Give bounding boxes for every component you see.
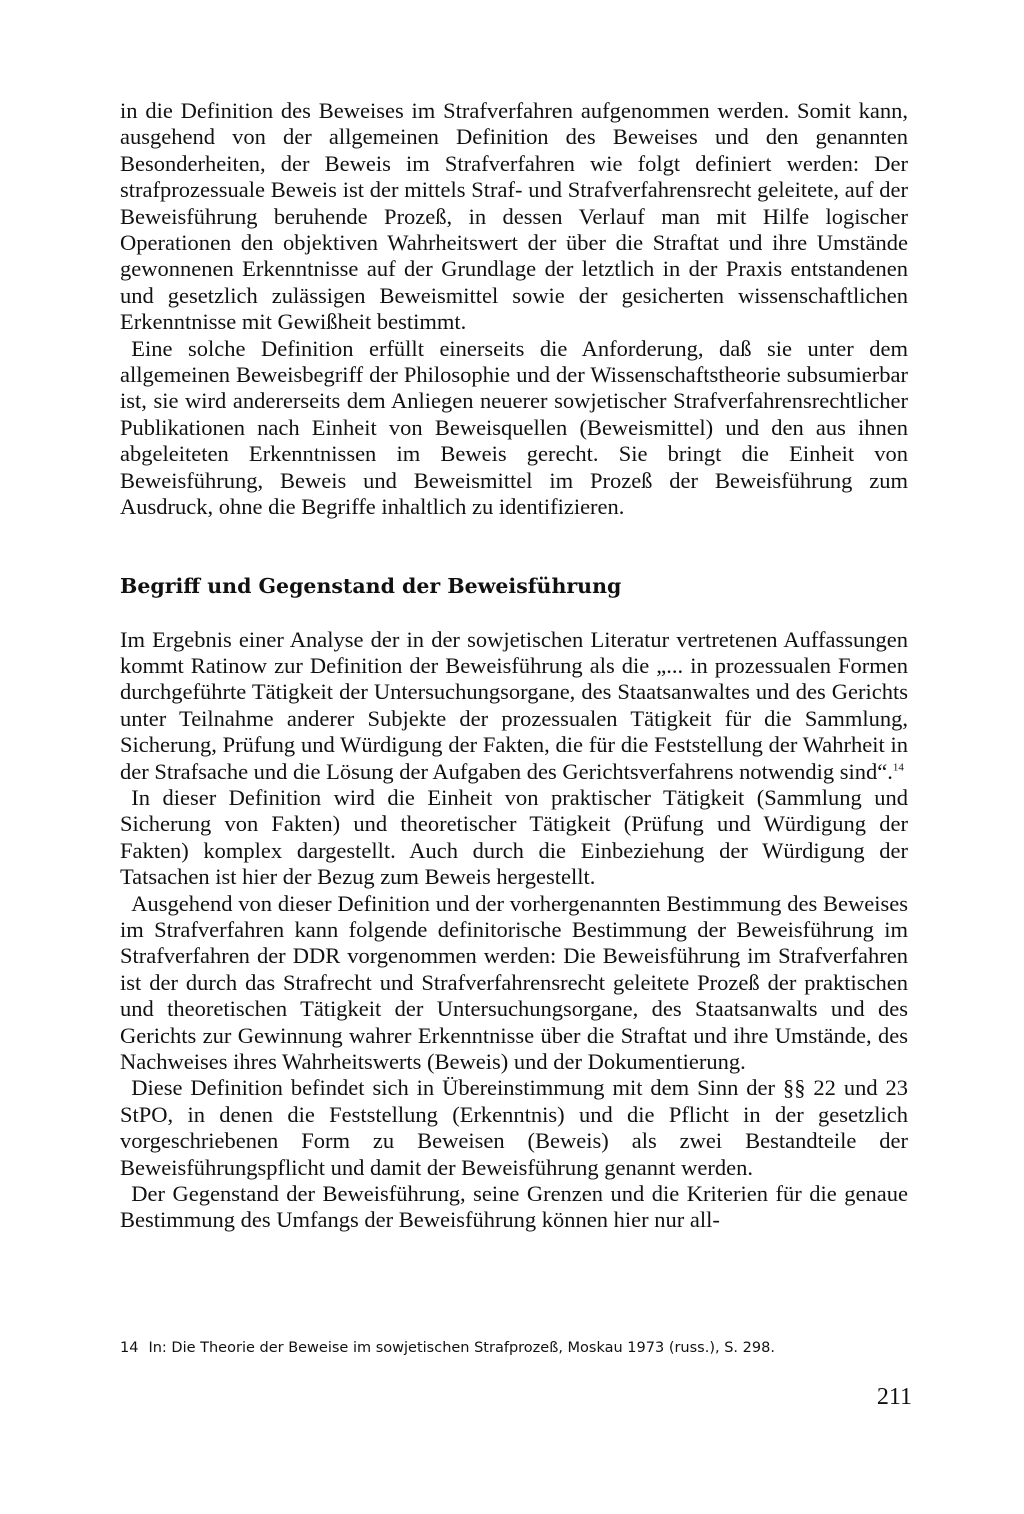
section-heading: Begriff und Gegenstand der Beweisführung [120, 573, 622, 598]
body-paragraph [120, 627, 908, 785]
body-paragraph: Der Gegenstand der Beweisführung, seine Grenzen und die Kriterien für die genaue Bestimmung des Umfangs der Beweisführung können hier nur all- [120, 1181, 908, 1233]
footnote [120, 1338, 908, 1358]
footnote-reference: 14 [892, 761, 904, 774]
body-paragraph: Ausgehend von dieser Definition und der vorhergenannten Bestimmung des Beweises im Strafverfahren kann folgende definitorische Bestimmung der Beweisführung im Strafverfahren der DDR vorgenommen werden: Die Beweisführung im Strafverfahren ist der durch das Strafrecht und Strafverfahrensrecht geleitete Prozeß der praktischen und theoretischen Tätigkeit der Untersuchungsorgane, des Staatsanwalts und des Gerichts zur Gewinnung wahrer Erkenntnisse über die Straftat und ihre Umstände, des Nachweises ihres Wahrheitswerts (Beweis) und der Dokumentierung. [120, 890, 908, 1074]
body-paragraph-text: Im Ergebnis einer Analyse der in der sowjetischen Literatur vertretenen Auffassungen kommt Ratinow zur Definition der Beweisführung als die „... in prozessualen Formen durchgeführte Tätigkeit der Untersuchungsorgane, des Staatsanwaltes und des Gerichts unter Teilnahme anderer Subjekte der prozessualen Tätigkeit für die Sammlung, Sicherung, Prüfung und Würdigung der Fakten, die für die Feststellung der Wahrheit in der Strafsache und die Lösung der Aufgaben des Gerichtsverfahrens notwendig sind“. [120, 626, 908, 784]
footnote-text: In: Die Theorie der Beweise im sowjetischen Strafprozeß, Moskau 1973 (russ.), S. 298. [148, 1340, 775, 1356]
body-paragraph: Diese Definition befindet sich in Übereinstimmung mit dem Sinn der §§ 22 und 23 StPO, in denen die Feststellung (Erkenntnis) und die Pflicht in der gesetzlich vorgeschriebenen Form zu Beweisen (Beweis) als zwei Bestandteile der Beweisführungspflicht und damit der Beweisführung genannt werden. [120, 1075, 908, 1180]
body-paragraph: in die Definition des Beweises im Strafverfahren aufgenommen werden. Somit kann, ausgehend von der allgemeinen Definition des Beweises und den genannten Besonderheiten, der Beweis im Strafverfahren wie folgt definiert werden: Der strafprozessuale Beweis ist der mittels Straf- und Strafverfahrensrecht geleitete, auf der Beweisführung beruhende Prozeß, in dessen Verlauf man mit Hilfe logischer Operationen den objektiven Wahrheitswert der über die Straftat und ihre Umstände gewonnenen Erkenntnisse auf der Grundlage der letztlich in der Praxis entstandenen und gesetzlich zulässigen Beweismittel sowie der gesicherten wissenschaftlichen Erkenntnisse mit Gewißheit bestimmt. [120, 98, 908, 335]
body-paragraph: In dieser Definition wird die Einheit von praktischer Tätigkeit (Sammlung und Sicherung von Fakten) und theoretischer Tätigkeit (Prüfung und Würdigung der Fakten) komplex dargestellt. Auch durch die Einbeziehung der Würdigung der Tatsachen ist hier der Bezug zum Beweis hergestellt. [120, 784, 908, 890]
body-paragraph: Eine solche Definition erfüllt einerseits die Anforderung, daß sie unter dem allgemeinen Beweisbegriff der Philosophie und der Wissenschaftstheorie subsumierbar ist, sie wird andererseits dem Anliegen neuerer sowjetischer Strafverfahrensrechtlicher Publikationen nach Einheit von Beweisquellen (Beweismittel) und den aus ihnen abgeleiteten Erkenntnissen im Beweis gerecht. Sie bringt die Einheit von Beweisführung, Beweis und Beweismittel im Prozeß der Beweisführung zum Ausdruck, ohne die Begriffe inhaltlich zu identifizieren. [120, 335, 908, 520]
footnote-number: 14 [120, 1340, 139, 1356]
page-body [120, 98, 908, 1234]
page-number: 211 [876, 1384, 912, 1410]
